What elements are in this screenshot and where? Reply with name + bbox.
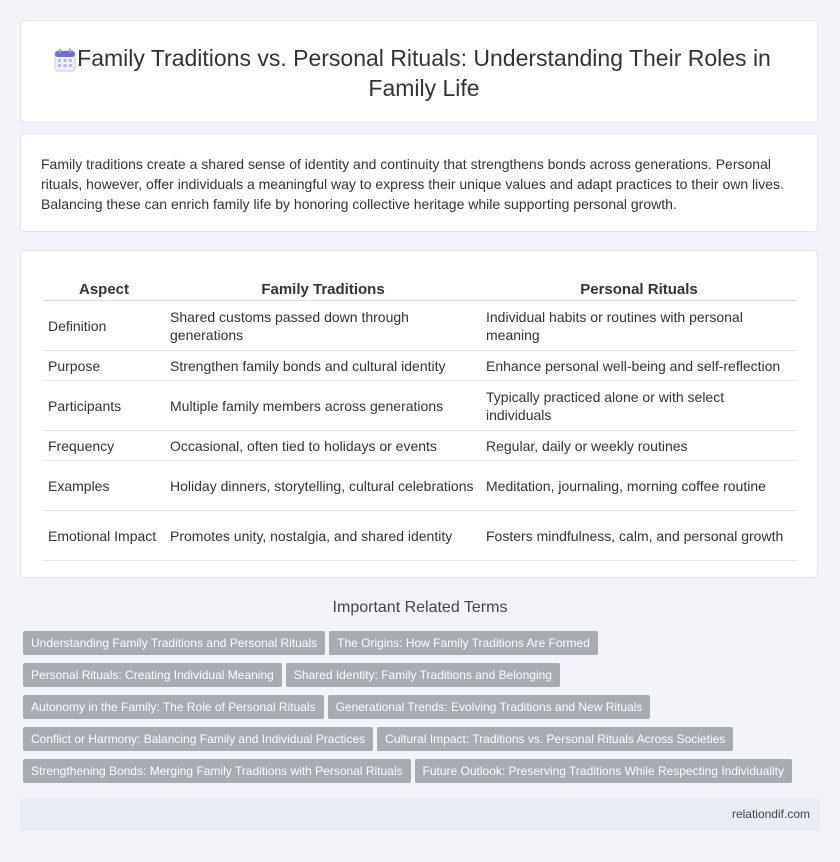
row-family-value: Strengthen family bonds and cultural identity	[165, 351, 481, 381]
related-term-link[interactable]: The Origins: How Family Traditions Are Formed	[329, 631, 598, 655]
footer	[20, 798, 820, 831]
related-term-link[interactable]: Generational Trends: Evolving Traditions and New Rituals	[328, 695, 651, 719]
row-family-value: Promotes unity, nostalgia, and shared identity	[165, 511, 481, 561]
table-header-row	[43, 276, 797, 301]
intro-card	[20, 133, 818, 232]
table-row	[43, 351, 797, 381]
table-row	[43, 301, 797, 351]
row-personal-value: Individual habits or routines with personal meaning	[481, 301, 797, 351]
site-name[interactable]: relationdif.com	[731, 807, 810, 821]
row-personal-value: Typically practiced alone or with select individuals	[481, 381, 797, 431]
header-family-traditions: Family Traditions	[165, 276, 481, 301]
table-row	[43, 431, 797, 461]
intro-paragraph: Family traditions create a shared sense of identity and continuity that strengthens bonds across generations. Personal rituals, however, offer individuals a meaningful way to express their unique values and adapt practices to their own lives. Balancing these can enrich family life by honoring collective heritage while supporting personal growth.	[41, 156, 784, 212]
row-personal-value: Enhance personal well-being and self-reflection	[481, 351, 797, 381]
row-aspect: Purpose	[43, 351, 165, 381]
row-family-value: Multiple family members across generations	[165, 381, 481, 431]
header-card	[20, 20, 818, 123]
header-aspect: Aspect	[43, 276, 165, 301]
row-aspect: Definition	[43, 301, 165, 351]
related-term-link[interactable]: Strengthening Bonds: Merging Family Traditions with Personal Rituals	[23, 759, 411, 783]
related-term-link[interactable]: Personal Rituals: Creating Individual Meaning	[23, 663, 282, 687]
related-term-link[interactable]: Autonomy in the Family: The Role of Personal Rituals	[23, 695, 324, 719]
row-personal-value: Fosters mindfulness, calm, and personal growth	[481, 511, 797, 561]
row-personal-value: Regular, daily or weekly routines	[481, 431, 797, 461]
related-term-link[interactable]: Conflict or Harmony: Balancing Family and Individual Practices	[23, 727, 373, 751]
related-term-link[interactable]: Future Outlook: Preserving Traditions While Respecting Individuality	[415, 759, 793, 783]
row-personal-value: Meditation, journaling, morning coffee routine	[481, 461, 797, 511]
related-term-link[interactable]: Cultural Impact: Traditions vs. Personal Rituals Across Societies	[377, 727, 733, 751]
row-aspect: Frequency	[43, 431, 165, 461]
comparison-table	[43, 276, 797, 561]
header-personal-rituals: Personal Rituals	[481, 276, 797, 301]
row-family-value: Holiday dinners, storytelling, cultural celebrations	[165, 461, 481, 511]
row-family-value: Occasional, often tied to holidays or events	[165, 431, 481, 461]
row-aspect: Examples	[43, 461, 165, 511]
related-terms-heading: Important Related Terms	[332, 599, 508, 616]
row-aspect: Participants	[43, 381, 165, 431]
table-row	[43, 461, 797, 511]
related-terms-list	[23, 631, 813, 791]
comparison-card	[20, 250, 818, 578]
related-term-link[interactable]: Shared Identity: Family Traditions and Belonging	[286, 663, 560, 687]
page-title: Family Traditions vs. Personal Rituals: Understanding Their Roles in Family Life	[77, 45, 771, 101]
row-aspect: Emotional Impact	[43, 511, 165, 561]
row-family-value: Shared customs passed down through generations	[165, 301, 481, 351]
related-term-link[interactable]: Understanding Family Traditions and Personal Rituals	[23, 631, 325, 655]
table-row	[43, 381, 797, 431]
table-row	[43, 511, 797, 561]
